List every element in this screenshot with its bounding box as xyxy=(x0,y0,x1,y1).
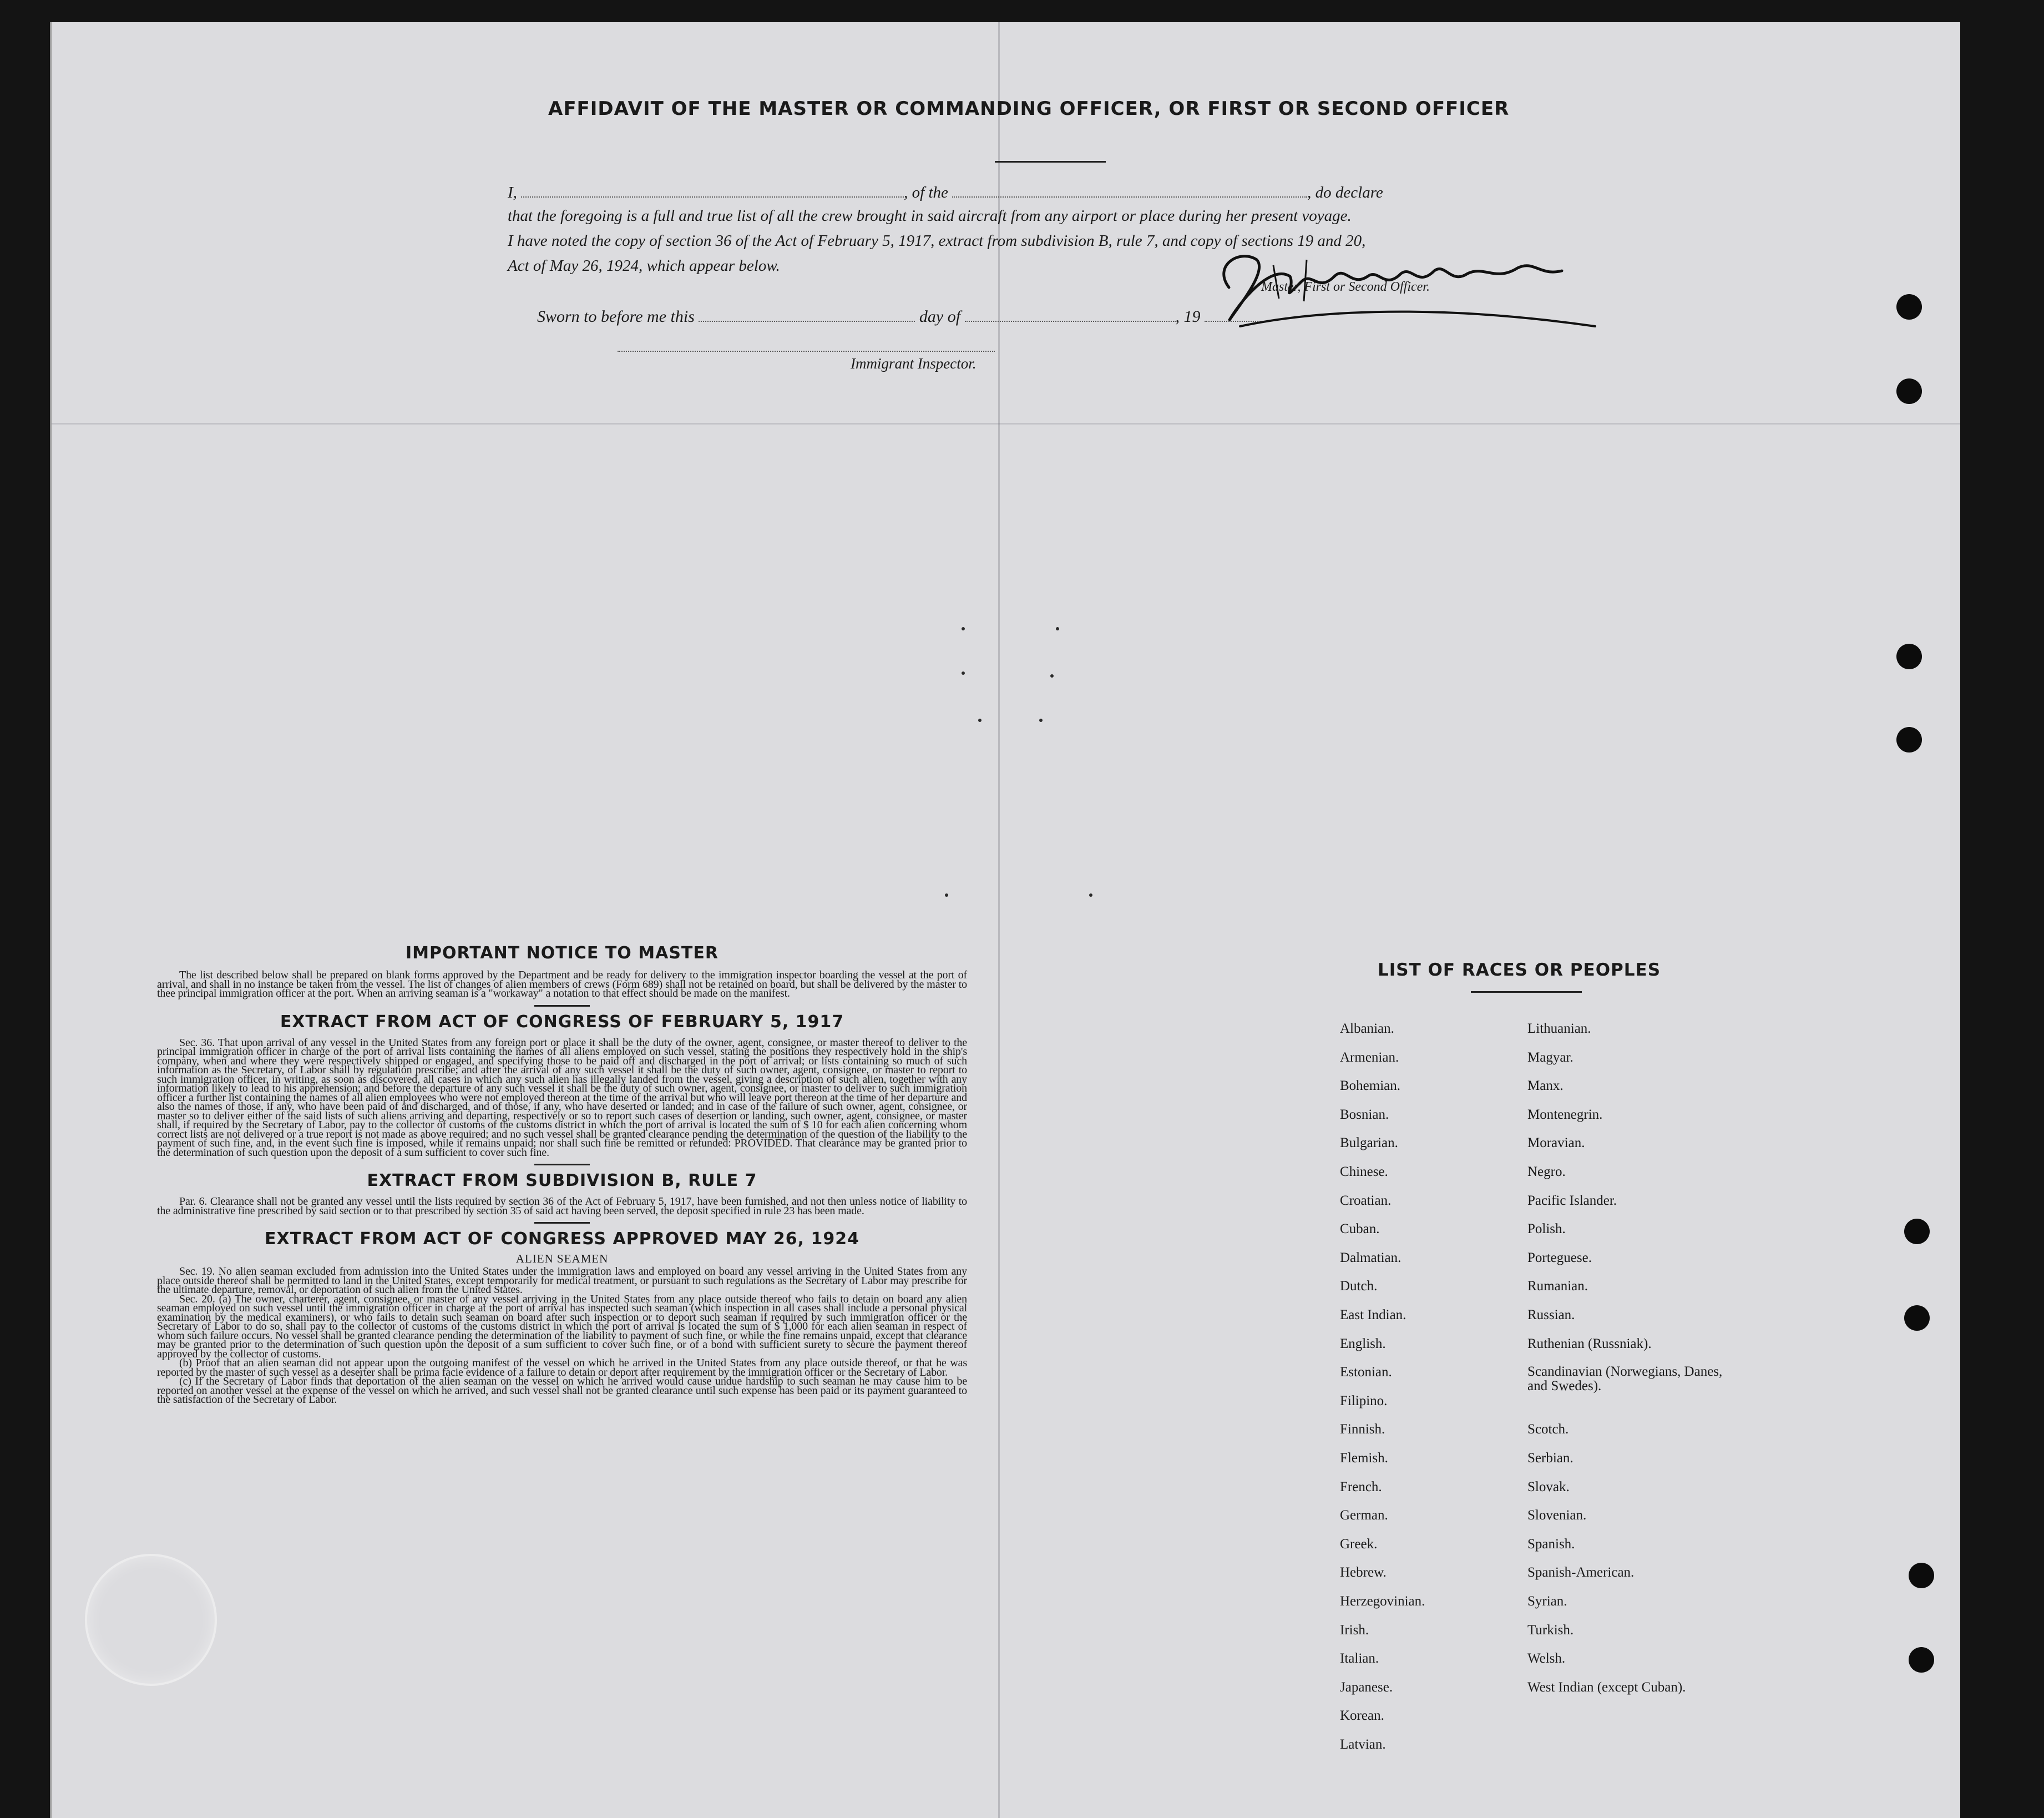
signature-label: Master, First or Second Officer. xyxy=(1261,280,1430,294)
race-item: Japanese. xyxy=(1340,1679,1393,1695)
race-item: Porteguese. xyxy=(1527,1250,1592,1265)
affidavit-section xyxy=(52,22,1960,411)
ink-speck xyxy=(1050,674,1054,678)
race-item: Armenian. xyxy=(1340,1049,1399,1065)
sworn-day-blank xyxy=(699,306,915,322)
race-item: Ruthenian (Russniak). xyxy=(1527,1336,1652,1351)
race-item: Irish. xyxy=(1340,1622,1369,1638)
extract-rule7-title: EXTRACT FROM SUBDIVISION B, RULE 7 xyxy=(367,1171,757,1190)
sworn-year: , 19 xyxy=(1175,307,1201,326)
sworn-prefix: Sworn to before me this xyxy=(537,307,695,326)
race-item: Serbian. xyxy=(1527,1451,1574,1466)
extract-1924-subtitle: ALIEN SEAMEN xyxy=(515,1252,609,1265)
sworn-line xyxy=(537,306,1260,326)
notice-body: The list described below shall be prepared on blank forms approved by the Department and be ready for delivery to the immigration inspector boarding the vessel at the port of arrival, and shall in no instance be taken from the vessel. The list of changes of alien members of crews (Form 689) shall not be retained on board, but shall be delivered by the master to thee principal immigration officer at the port. When an arriving seaman is a "workaway" a notation to that effect should be made on the manifest. xyxy=(157,969,967,999)
declarant-name-blank xyxy=(521,182,904,198)
race-item: Hebrew. xyxy=(1340,1565,1387,1580)
punch-hole xyxy=(1904,1219,1930,1244)
ink-speck xyxy=(1039,719,1043,722)
race-item: East Indian. xyxy=(1340,1307,1406,1322)
notice-title: IMPORTANT NOTICE TO MASTER xyxy=(406,943,719,963)
affidavit-title: AFFIDAVIT OF THE MASTER OR COMMANDING OFFICER, OR FIRST OR SECOND OFFICER xyxy=(548,98,1510,120)
declare-label: , do declare xyxy=(1307,184,1383,201)
fold-line-horizontal xyxy=(52,423,1960,425)
extract-1924-sec20c: (c) If the Secretary of Labor finds that deportation of the alien seaman on the vessel on which he arrived would cause undue hardship to such seaman he may cause him to be reported on another vessel at the expense of the vessel on which he arrived, and such vessel shall not be granted clearance until such expense has been paid or its payment guaranteed to the satisfaction of the Secretary of Labor. xyxy=(157,1375,967,1406)
races-title: LIST OF RACES OR PEOPLES xyxy=(1378,960,1661,980)
extract-1924-sec19: Sec. 19. No alien seaman excluded from admission into the United States under the immigration laws and employed on board any vessel arriving in the United States from any place outside thereof shall be permitted to land in the United States, except temporarily for medical treatment, or pursuant to such regulations as the Secretary of Labor may prescribe for the ultimate departure, removal, or deportation of such alien from the United States. xyxy=(157,1265,967,1296)
punch-hole xyxy=(1896,378,1922,404)
document-page xyxy=(50,22,1960,1818)
race-item: Italian. xyxy=(1340,1651,1379,1666)
race-item: Latvian. xyxy=(1340,1737,1386,1752)
punch-hole xyxy=(1896,294,1922,320)
ink-speck xyxy=(962,671,965,675)
race-item: Manx. xyxy=(1527,1078,1564,1094)
extract-1924-title: EXTRACT FROM ACT OF CONGRESS APPROVED MAY 26, 1924 xyxy=(265,1229,859,1249)
punch-hole xyxy=(1909,1563,1934,1588)
affidavit-line-3: I have noted the copy of section 36 of the Act of February 5, 1917, extract from subdivision B, rule 7, and copy of sections 19 and 20, xyxy=(508,232,1366,250)
race-item: West Indian (except Cuban). xyxy=(1527,1679,1686,1695)
ink-speck xyxy=(1089,893,1092,897)
ink-speck xyxy=(962,627,965,630)
extract-1924-sec20a: Sec. 20. (a) The owner, charterer, agent, consignee, or master of any vessel arriving in the United States from any place outside thereof who fails to detain on board any alien seaman employed on such vessel until the immigration officer in charge at the port of arrival has inspected such seaman (which inspection in all cases shall include a personal physical examination by the medical examiners), or who fails to detain such seaman on board after such inspection or to deport such seaman if required by such immigration officer or the Secretary of Labor to do so, shall pay to the collector of customs of the customs district in which the port of arrival is located the sum of $ 1,000 for each alien seaman in respect of whom such failure occurs. No vessel shall be granted clearance pending the determination of the liability to payment of such fine, or while the fine remains unpaid, except that clearance may be granted prior to the determination of such question upon the deposit of a sum sufficient to cover such fine, or of a bond with sufficient surety to secure the payment thereof approved by the collector of customs. xyxy=(157,1292,967,1360)
race-item: Cuban. xyxy=(1340,1221,1380,1237)
race-item: Estonian. xyxy=(1340,1365,1392,1380)
race-item: Russian. xyxy=(1527,1307,1575,1322)
punch-hole xyxy=(1904,1305,1930,1331)
race-item: Filipino. xyxy=(1340,1393,1388,1408)
race-item: Slovak. xyxy=(1527,1479,1570,1494)
race-item: Turkish. xyxy=(1527,1622,1574,1638)
affidavit-line-2: that the foregoing is a full and true list of all the crew brought in said aircraft from any airport or place during her present voyage. xyxy=(508,207,1352,225)
race-item: Spanish-American. xyxy=(1527,1565,1635,1580)
race-item: Magyar. xyxy=(1527,1049,1574,1065)
punch-hole xyxy=(1909,1647,1934,1673)
race-item: Bosnian. xyxy=(1340,1107,1389,1122)
race-item: Dalmatian. xyxy=(1340,1250,1402,1265)
race-item: Albanian. xyxy=(1340,1021,1394,1036)
race-item: Moravian. xyxy=(1527,1135,1585,1151)
race-item: Herzegovinian. xyxy=(1340,1594,1425,1609)
title-underline xyxy=(995,161,1106,163)
race-item: Dutch. xyxy=(1340,1279,1378,1294)
section-divider xyxy=(534,1222,590,1224)
extract-1924-sec20b: (b) Proof that an alien seaman did not appear upon the outgoing manifest of the vessel on which he arrived in the United States from any place outside thereof, or that he was reported by the master of such vessel as a deserter shall be prima facie evidence of a failure to detain or deport after requirement by the immigration officer or the Secretary of Labor. xyxy=(157,1357,967,1378)
race-item: Lithuanian. xyxy=(1527,1021,1591,1036)
race-item: Montenegrin. xyxy=(1527,1107,1603,1122)
notices-column xyxy=(157,943,967,1405)
race-item: French. xyxy=(1340,1479,1382,1494)
race-item: Rumanian. xyxy=(1527,1279,1588,1294)
sworn-year-blank xyxy=(1205,306,1260,322)
extract-rule7-body: Par. 6. Clearance shall not be granted any vessel until the lists required by section 36 of the Act of February 5, 1917, have been furnished, and not then unless notice of liability to the administrative fine prescribed by said section or to that prescribed by section 35 of said act having been served, the deposit specified in rule 23 has been made. xyxy=(157,1195,967,1217)
race-item: Spanish. xyxy=(1527,1536,1575,1552)
vessel-name-blank xyxy=(952,182,1307,198)
race-item: German. xyxy=(1340,1508,1388,1523)
punch-hole xyxy=(1896,727,1922,753)
race-item: Korean. xyxy=(1340,1708,1384,1724)
race-item: Syrian. xyxy=(1527,1594,1567,1609)
race-item: Negro. xyxy=(1527,1164,1566,1179)
race-item: Flemish. xyxy=(1340,1451,1388,1466)
race-item: Croatian. xyxy=(1340,1193,1392,1208)
section-divider xyxy=(534,1005,590,1007)
title-underline xyxy=(1471,991,1582,993)
race-item: Finnish. xyxy=(1340,1422,1385,1437)
race-item: Scandinavian (Norwegians, Danes, and Swedes). xyxy=(1527,1364,1723,1394)
declarant-label: I, xyxy=(508,184,517,201)
race-item: Greek. xyxy=(1340,1536,1378,1552)
race-item: Bulgarian. xyxy=(1340,1135,1398,1151)
extract-1917-body: Sec. 36. That upon arrival of any vessel in the United States from any foreign port or place it shall be the duty of the owner, agent, consignee, or master thereof to deliver to the principal immigration officer in charge of the port of arrival lists containing the names of all aliens employed on such vessel, stating the positions they respectively hold in the ship's company, when and where they were respectively shipped or engaged, and specifying those to be paid off and discharged in the port of arrival; or lists containing so much of such information as the Secretary, of Labor shall by regulation prescribe; and after the arrival of any such vessel it shall be the duty of such owner, agent, consignee, or master to report to such immigration officer, in writing, as soon as discovered, all cases in which any such alien has illegally landed from the vessel, giving a description of such alien, together with any information likely to lead to his apprehension; and before the departure of any such vessel it shall be the duty of such owner, agent, consignee, or master to deliver to such immigration officer a further list containing the names of all alien employees who were not employed thereon at the time of the arrival but who will leave port thereon at the time of her departure and also the names of those, if any, who have been paid of and discharged, and of those, if any, who have deserted or landed; and in case of the failure of such owner, agent, consignee, or master so to deliver either of the said lists of such aliens arriving and departing, respectively or so to report such cases of desertion or landing, such owner, agent, consignee, or master shall, if required by the Secretary of Labor, pay to the collector of customs of the customs district in which the port of arrival is located the sum of $ 10 for each alien concerning whom correct lists are not delivered or a true report is not made as above required; and no such vessel shall be granted clearance pending the determination of the question of the liability to the payment of such fine, and, in the event such fine is imposed, while it remains unpaid; nor shall such fine be remitted or refunded: PROVIDED. That clearance may be granted prior to the determination of such question upon the deposit of a sum sufficient to cover such fine. xyxy=(157,1036,967,1159)
ink-speck xyxy=(978,719,981,722)
embossed-seal xyxy=(85,1554,217,1686)
race-item: Welsh. xyxy=(1527,1651,1566,1666)
inspector-signature-blank xyxy=(618,351,995,352)
ink-speck xyxy=(1056,627,1059,630)
race-item: Slovenian. xyxy=(1527,1508,1587,1523)
race-item: Bohemian. xyxy=(1340,1078,1401,1094)
of-the-label: , of the xyxy=(904,184,948,201)
punch-hole xyxy=(1896,644,1922,669)
ink-speck xyxy=(945,893,948,897)
race-item: Pacific Islander. xyxy=(1527,1193,1617,1208)
sworn-month-blank xyxy=(965,306,1176,322)
race-item: English. xyxy=(1340,1336,1386,1351)
section-divider xyxy=(534,1164,590,1165)
sworn-day-of: day of xyxy=(919,307,961,326)
extract-1917-title: EXTRACT FROM ACT OF CONGRESS OF FEBRUARY 5, 1917 xyxy=(280,1012,844,1032)
race-item: Chinese. xyxy=(1340,1164,1388,1179)
affidavit-line-1 xyxy=(508,182,1383,202)
inspector-label: Immigrant Inspector. xyxy=(851,355,977,372)
race-item: Polish. xyxy=(1527,1221,1566,1237)
affidavit-line-4: Act of May 26, 1924, which appear below. xyxy=(508,257,780,275)
race-item: Scotch. xyxy=(1527,1422,1569,1437)
